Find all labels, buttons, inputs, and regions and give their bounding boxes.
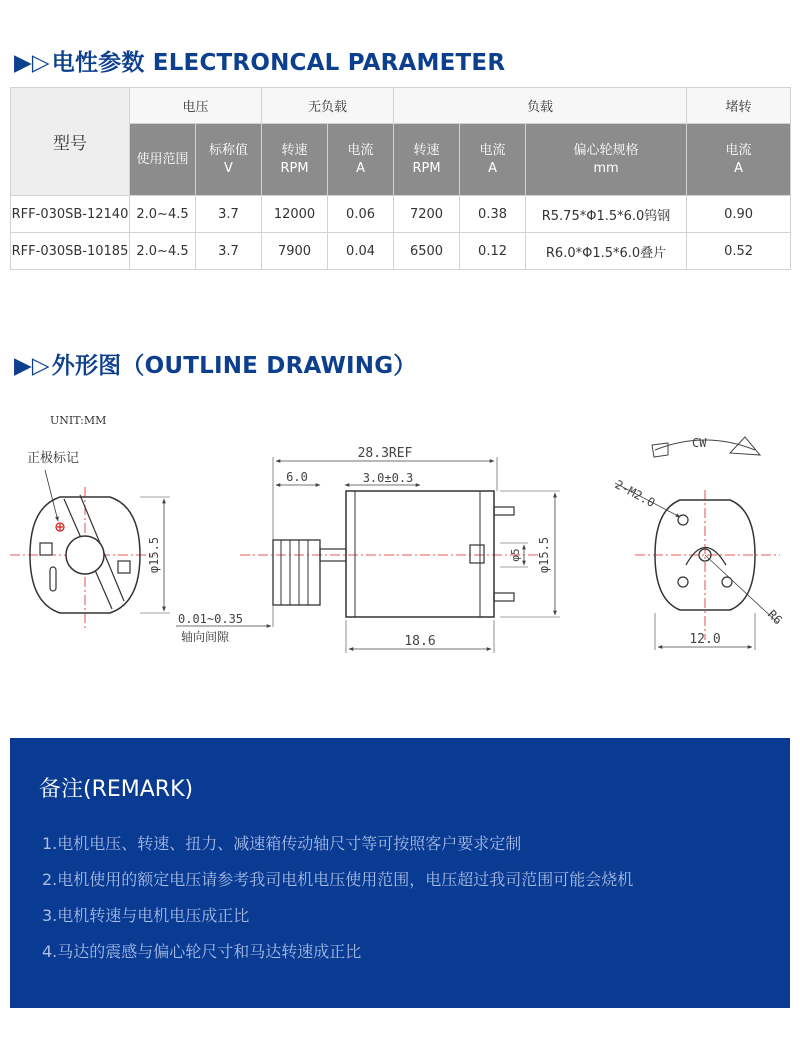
table-cell: 0.12 [460, 233, 526, 270]
table-cell: 2.0~4.5 [130, 196, 196, 233]
remark-item: 1.电机电压、转速、扭力、减速箱传动轴尺寸等可按照客户要求定制 [42, 834, 522, 853]
sub-header: 使用范围 [130, 124, 196, 196]
table-cell: 0.90 [687, 196, 791, 233]
axial-gap-label: 0.01~0.35 [178, 612, 244, 626]
polarity-mark-label: 正极标记 [27, 451, 80, 466]
sub-header: 转速 RPM [262, 124, 328, 196]
table-cell: R6.0*Φ1.5*6.0叠片 [526, 233, 687, 270]
table-cell: 7900 [262, 233, 328, 270]
electrical-parameter-title [14, 44, 505, 77]
section-title-text: 电性参数 ELECTRONCAL PARAMETER [51, 50, 506, 76]
rear-view [613, 436, 785, 650]
axial-gap-caption: 轴向间隙 [181, 630, 230, 644]
play-arrows-icon: ▶▷ [14, 353, 50, 379]
section-title-text: 外形图（OUTLINE DRAWING） [51, 353, 417, 379]
table-cell: 0.38 [460, 196, 526, 233]
table-cell: 6500 [394, 233, 460, 270]
remark-item: 3.电机转速与电机电压成正比 [42, 906, 250, 925]
table-cell: 0.06 [328, 196, 394, 233]
table-cell: 12000 [262, 196, 328, 233]
table-cell: 0.52 [687, 233, 791, 270]
outline-drawing [0, 395, 800, 665]
dim-6-label: 6.0 [286, 470, 308, 484]
unit-label: UNIT:MM [50, 414, 107, 427]
sub-header: 电流 A [687, 124, 791, 196]
table-cell: 0.04 [328, 233, 394, 270]
table-cell: 2.0~4.5 [130, 233, 196, 270]
table-cell: 3.7 [196, 233, 262, 270]
remark-panel [10, 738, 790, 1008]
width-label: 12.0 [689, 632, 721, 647]
table-cell: 7200 [394, 196, 460, 233]
ref-length-label: 28.3REF [357, 446, 413, 461]
body-diameter-label: φ15.5 [537, 536, 551, 574]
table-cell: RFF-030SB-10185 [11, 233, 130, 270]
table-row [11, 196, 791, 233]
radius-label: R6 [764, 607, 785, 628]
rotation-label: CW [692, 436, 707, 450]
group-header-voltage: 电压 [130, 88, 262, 124]
table-cell: R5.75*Φ1.5*6.0钨钢 [526, 196, 687, 233]
sub-header: 电流 A [460, 124, 526, 196]
model-header: 型号 [11, 88, 130, 196]
remark-item: 4.马达的震感与偏心轮尺寸和马达转速成正比 [42, 942, 362, 961]
sub-header: 转速 RPM [394, 124, 460, 196]
table-cell: RFF-030SB-12140 [11, 196, 130, 233]
table-row [11, 233, 791, 270]
play-arrows-icon: ▶▷ [14, 50, 50, 76]
table-cell: 3.7 [196, 196, 262, 233]
front-view [10, 450, 170, 631]
group-header-no-load: 无负载 [262, 88, 394, 124]
table-header-row [11, 88, 791, 124]
group-header-stall: 堵转 [687, 88, 791, 124]
outline-drawing-title [14, 347, 417, 380]
side-view [176, 446, 560, 653]
front-diameter-label: φ15.5 [147, 536, 161, 574]
sub-header: 标称值 V [196, 124, 262, 196]
dim-3-label: 3.0±0.3 [362, 471, 414, 485]
group-header-load: 负载 [394, 88, 687, 124]
holes-label: 2-M2.0 [612, 477, 658, 511]
parameter-table [10, 87, 791, 270]
remark-title: 备注(REMARK) [39, 777, 194, 802]
remark-item: 2.电机使用的额定电压请参考我司电机电压使用范围，电压超过我司范围可能会烧机 [42, 870, 634, 889]
shaft-diameter-label: φ5 [509, 548, 522, 562]
sub-header: 电流 A [328, 124, 394, 196]
body-length-label: 18.6 [404, 634, 436, 649]
sub-header: 偏心轮规格 mm [526, 124, 687, 196]
